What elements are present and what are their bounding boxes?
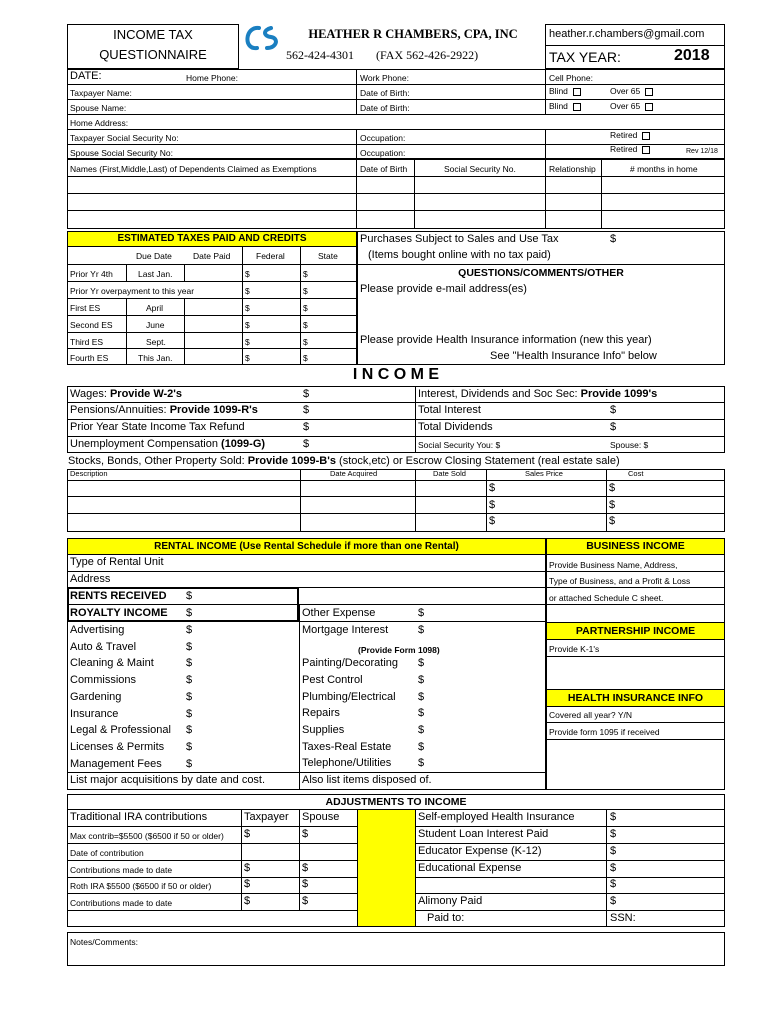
spouse-name-label: Spouse Name: [70,103,127,113]
spouse-dob-label: Date of Birth: [360,103,410,113]
rental-expense-dollar[interactable]: $ [186,724,193,737]
form-title-box [67,24,239,69]
educator-expense-label: Educator Expense (K-12) [418,845,542,857]
rental-expense-dollar[interactable]: $ [418,723,425,736]
es-row-state[interactable]: $ [303,269,308,279]
rental-expense-label: Pest Control [302,673,363,686]
ira-taxpayer-dollar[interactable]: $ [244,828,251,840]
prior-refund-dollar[interactable]: $ [303,421,310,433]
income-title: I N C O M E [352,366,440,383]
es-row-due: Last Jan. [138,269,173,279]
total-interest-label: Total Interest [418,404,481,416]
blind-label: Blind [549,86,568,96]
student-loan-dollar[interactable]: $ [610,828,617,840]
home-phone-label: Home Phone: [186,73,238,83]
rental-address-label: Address [70,573,111,585]
educational-expense-label: Educational Expense [418,862,522,874]
unemployment-label: Unemployment Compensation [70,438,218,450]
royalty-income-label: ROYALTY INCOME [70,607,168,619]
checkbox-icon[interactable] [642,132,650,140]
stocks-rest: (stock,etc) or Escrow Closing Statement (real estate sale) [339,455,620,467]
dependents-names-header: Names (First,Middle,Last) of Dependents Claimed as Exemptions [70,164,317,174]
form-title-line2: QUESTIONNAIRE [99,47,207,62]
over65-label: Over 65 [610,86,641,96]
stocks-row [68,455,620,467]
over65-taxpayer[interactable] [610,86,653,96]
es-row-federal[interactable]: $ [245,269,250,279]
alimony-label: Alimony Paid [418,895,483,907]
health-note: Please provide Health Insurance information (new this year) [360,334,652,346]
purchases-note: (Items bought online with no tax paid) [368,249,551,261]
es-row-due: This Jan. [138,353,173,363]
es-row-state[interactable]: $ [303,320,308,330]
contrib-spouse-dollar[interactable]: $ [302,862,309,874]
tax-year-box [545,24,725,69]
checkbox-icon[interactable] [642,146,650,154]
k1-note: Provide K-1's [549,644,600,654]
contrib-taxpayer-dollar[interactable]: $ [244,862,251,874]
interest-row [418,388,657,400]
checkbox-icon[interactable] [573,88,581,96]
taxpayer-header: Taxpayer [244,811,289,823]
firm-fax: (FAX 562-426-2922) [376,48,479,62]
total-dividends-dollar[interactable]: $ [610,421,617,433]
wages-label: Wages: [70,388,107,400]
date-contrib-label: Date of contribution [70,848,144,858]
rental-expense-label: Insurance [70,707,119,720]
es-row-label: Fourth ES [70,353,109,363]
pensions-note: Provide 1099-R's [169,404,258,416]
unemployment-note: (1099-G) [221,438,266,450]
blank-dollar[interactable]: $ [610,878,617,890]
rental-title: RENTAL INCOME (Use Rental Schedule if more than one Rental) [68,539,545,554]
es-row-federal[interactable]: $ [245,353,250,363]
retired-label: Retired [610,144,638,154]
notes-label: Notes/Comments: [70,937,139,947]
stocks-table [67,469,725,532]
pensions-row [70,404,258,416]
federal-header: Federal [256,251,285,261]
over65-label: Over 65 [610,101,641,111]
rental-expense-label: Repairs [302,707,340,720]
firm-email: heather.r.chambers@gmail.com [549,28,705,40]
total-interest-dollar[interactable]: $ [610,404,617,416]
max-contrib-label: Max contrib=$5500 ($6500 if 50 or older) [70,831,224,841]
royalty-income-dollar[interactable]: $ [186,607,193,619]
acquisitions-label: List major acquisitions by date and cost. [70,774,266,786]
es-row-due: Sept. [146,337,166,347]
cost-dollar[interactable]: $ [609,515,616,527]
date-label: DATE: [70,70,102,82]
spouse-occupation-label: Occupation: [360,148,406,158]
se-health-label: Self-employed Health Insurance [418,811,575,823]
total-dividends-label: Total Dividends [418,421,493,433]
due-date-header: Due Date [136,251,172,261]
checkbox-icon[interactable] [573,103,581,111]
dependents-relationship-header: Relationship [549,164,596,174]
stocks-note: Provide 1099-B's [247,455,336,467]
work-phone-label: Work Phone: [360,73,409,83]
spouse-ssn-label: Spouse Social Security No: [70,148,173,158]
sales-price-dollar[interactable]: $ [489,515,496,527]
wages-dollar[interactable]: $ [303,388,310,400]
roth-contrib-taxpayer-dollar[interactable]: $ [244,895,251,907]
es-row-label: Second ES [70,320,113,330]
business-income-title: BUSINESS INCOME [547,539,724,554]
ss-you-label: Social Security You: $ [418,440,501,450]
roth-contrib-to-date-label: Contributions made to date [70,898,173,908]
rental-expense-dollar[interactable]: $ [186,674,193,687]
over65-spouse[interactable] [610,101,653,111]
form-1095-note: Provide form 1095 if received [549,727,660,737]
sales-price-header: Sales Price [525,469,563,478]
dependents-dob-header: Date of Birth [360,164,408,174]
pensions-label: Pensions/Annuities: [70,404,167,416]
interest-label: Interest, Dividends and Soc Sec: [418,388,578,400]
logo [241,24,281,54]
rental-expense-dollar[interactable]: $ [418,740,425,753]
interest-note: Provide 1099's [580,388,658,400]
disposed-label: Also list items disposed of. [302,774,432,786]
rental-expense-label: Painting/Decorating [302,657,399,670]
rental-expense-label: Cleaning & Maint [70,657,154,670]
rental-expense-dollar[interactable]: $ [418,690,425,703]
rental-expense-dollar[interactable]: $ [186,690,193,703]
form-1098-note: (Provide Form 1098) [358,645,440,655]
es-row-federal[interactable]: $ [245,337,250,347]
roth-taxpayer-dollar[interactable]: $ [244,878,251,890]
home-address-label: Home Address: [70,118,129,128]
tax-year-label: TAX YEAR: [549,49,621,65]
roth-ira-label: Roth IRA $5500 ($6500 if 50 or older) [70,881,212,891]
health-insurance-title: HEALTH INSURANCE INFO [547,689,724,707]
business-line2: Type of Business, and a Profit & Loss [549,576,691,586]
rental-expense-label: Advertising [70,624,125,636]
rental-expense-dollar[interactable]: $ [186,740,193,753]
checkbox-icon[interactable] [645,88,653,96]
revision-label: Rev 12/18 [686,148,718,155]
description-header: Description [70,469,108,478]
ssn-label: SSN: [610,912,636,924]
taxpayer-occupation-label: Occupation: [360,133,406,143]
rental-expense-dollar[interactable]: $ [418,607,425,619]
rental-expense-dollar[interactable]: $ [186,757,193,770]
rental-expense-label: Telephone/Utilities [302,757,392,770]
rents-received-dollar[interactable]: $ [186,590,193,602]
paid-to-label: Paid to: [427,912,465,924]
es-row-state[interactable]: $ [303,303,308,313]
rental-expense-label: Auto & Travel [70,640,137,653]
rental-expense-dollar[interactable]: $ [418,657,425,670]
rental-expense-label: Plumbing/Electrical [302,690,396,703]
date-sold-header: Date Sold [433,469,466,478]
es-row-label: Prior Yr overpayment to this year [70,286,195,296]
checkbox-icon[interactable] [645,103,653,111]
rents-received-label: RENTS RECEIVED [70,590,167,602]
unemployment-row [70,438,265,450]
es-row-label: Prior Yr 4th [70,269,113,279]
date-acquired-header: Date Acquired [330,469,378,478]
blind-spouse[interactable] [549,101,581,111]
rental-expense-dollar[interactable]: $ [418,623,425,636]
es-row-state[interactable]: $ [303,353,308,363]
dependents-ssn-header: Social Security No. [444,164,516,174]
rental-expense-label: Taxes-Real Estate [302,740,392,753]
firm-name: HEATHER R CHAMBERS, CPA, INC [308,27,518,41]
rental-expense-dollar[interactable]: $ [418,757,425,770]
dependents-months-header: # months in home [630,164,698,174]
es-row-federal[interactable]: $ [245,303,250,313]
educational-expense-dollar[interactable]: $ [610,862,617,874]
rental-expense-label: Other Expense [302,607,376,619]
rental-expense-dollar[interactable]: $ [186,657,193,670]
blind-label: Blind [549,101,568,111]
spouse-header: Spouse [302,811,340,823]
health-see: See "Health Insurance Info" below [490,350,657,362]
es-row-label: First ES [70,303,101,313]
notes-box[interactable] [67,932,725,966]
ss-spouse-label: Spouse: $ [610,440,649,450]
es-row-state[interactable]: $ [303,337,308,347]
se-health-dollar[interactable]: $ [610,811,617,823]
business-line3: or attached Schedule C sheet. [549,593,664,603]
cost-header: Cost [628,469,644,478]
taxpayer-dob-label: Date of Birth: [360,88,410,98]
state-header: State [318,251,338,261]
partnership-income-title: PARTNERSHIP INCOME [547,622,724,640]
pensions-dollar[interactable]: $ [303,404,310,416]
cell-phone-label: Cell Phone: [549,73,593,83]
tax-year-value[interactable]: 2018 [674,47,710,64]
es-row-due: June [146,320,165,330]
rental-expense-label: Gardening [70,690,122,703]
rental-expense-dollar[interactable]: $ [418,673,425,686]
unemployment-dollar[interactable]: $ [303,438,310,450]
covered-all-year: Covered all year? Y/N [549,710,632,720]
rental-expense-dollar[interactable]: $ [186,640,193,653]
alimony-dollar[interactable]: $ [610,895,617,907]
es-row-federal[interactable]: $ [245,320,250,330]
sales-price-dollar[interactable]: $ [489,499,496,511]
rental-type-label: Type of Rental Unit [70,556,164,568]
roth-contrib-spouse-dollar[interactable]: $ [302,895,309,907]
rental-expense-dollar[interactable]: $ [186,624,193,636]
rental-expense-label: Supplies [302,723,345,736]
retired-spouse[interactable] [610,144,650,154]
email-note: Please provide e-mail address(es) [360,283,527,295]
wages-note: Provide W-2's [109,388,183,400]
stocks-label: Stocks, Bonds, Other Property Sold: [68,455,245,467]
blind-taxpayer[interactable] [549,86,581,96]
retired-label: Retired [610,130,638,140]
es-row-federal[interactable]: $ [245,286,250,296]
date-paid-header: Date Paid [193,251,231,261]
cost-dollar[interactable]: $ [609,499,616,511]
roth-spouse-dollar[interactable]: $ [302,878,309,890]
retired-taxpayer[interactable] [610,130,650,140]
questions-title: QUESTIONS/COMMENTS/OTHER [458,267,624,279]
purchases-dollar[interactable]: $ [610,233,617,245]
wages-row [70,388,182,400]
es-row-label: Third ES [70,337,104,347]
es-row-state[interactable]: $ [303,286,308,296]
cb-logo-icon [241,24,281,54]
rental-expense-dollar[interactable]: $ [186,707,193,720]
rental-expense-label: Management Fees [70,757,162,770]
firm-phone: 562-424-4301 [286,48,354,62]
student-loan-label: Student Loan Interest Paid [418,828,549,840]
taxpayer-ssn-label: Taxpayer Social Security No: [70,133,179,143]
prior-refund-label: Prior Year State Income Tax Refund [70,421,245,433]
business-line1: Provide Business Name, Address, [549,560,678,570]
rental-expense-label: Licenses & Permits [70,740,165,753]
adjustments-yellow-block [357,810,416,926]
sales-price-dollar[interactable]: $ [489,482,496,494]
taxpayer-name-label: Taxpayer Name: [70,88,132,98]
es-row-due: April [146,303,164,313]
traditional-ira-label: Traditional IRA contributions [70,811,208,823]
ira-spouse-dollar[interactable]: $ [302,828,309,840]
educator-expense-dollar[interactable]: $ [610,845,617,857]
form-title-line1: INCOME TAX [113,27,193,42]
rental-expense-label: Legal & Professional [70,724,171,737]
contrib-to-date-label: Contributions made to date [70,865,173,875]
rental-expense-label: Mortgage Interest [302,623,389,636]
rental-expense-label: Commissions [70,674,137,687]
cost-dollar[interactable]: $ [609,482,616,494]
adjustments-title: ADJUSTMENTS TO INCOME [325,796,467,808]
estimated-taxes-title: ESTIMATED TAXES PAID AND CREDITS [68,232,356,246]
rental-expense-dollar[interactable]: $ [418,707,425,720]
purchases-label: Purchases Subject to Sales and Use Tax [360,233,559,245]
